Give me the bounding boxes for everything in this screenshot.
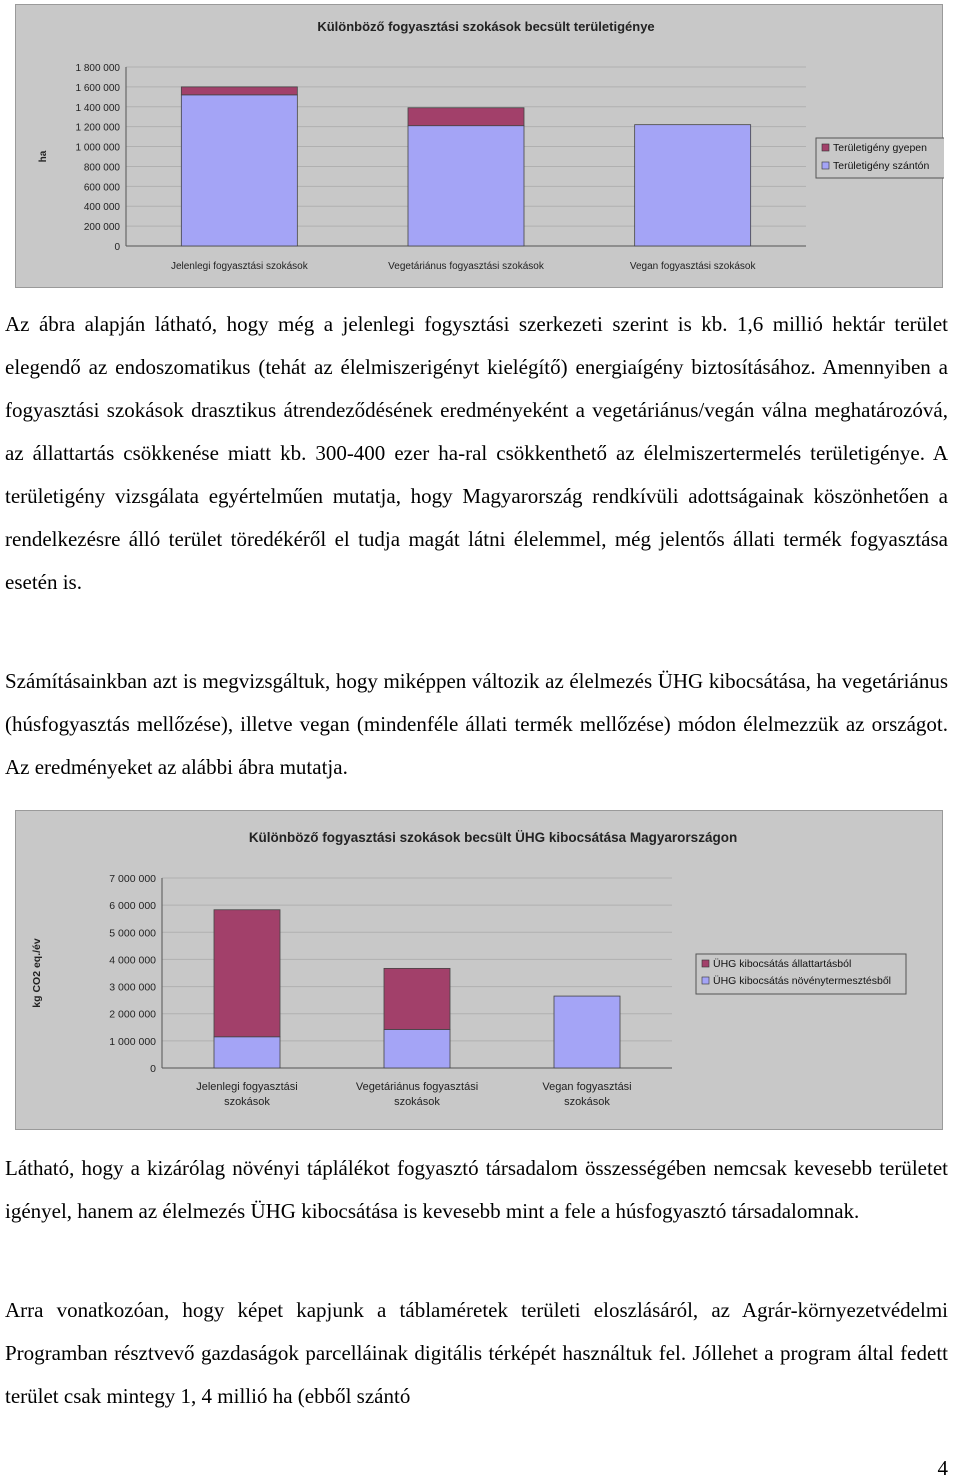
y-tick-label: 1 200 000	[75, 122, 120, 134]
y-tick-label: 5 000 000	[109, 927, 156, 940]
y-axis-label: kg CO2 eq./év	[31, 938, 43, 1008]
y-axis-label: ha	[38, 150, 49, 163]
x-tick-label: szokások	[394, 1096, 440, 1108]
y-tick-label: 0	[150, 1063, 156, 1075]
x-tick-label: Vegan fogyasztási szokások	[629, 261, 756, 272]
y-tick-label: 800 000	[83, 162, 120, 174]
x-tick-label: Vegan fogyasztási	[542, 1081, 632, 1093]
legend-swatch	[822, 162, 829, 169]
page-number: 4	[937, 1456, 948, 1480]
bar-segment	[384, 1029, 450, 1068]
paragraph-area-analysis: Az ábra alapján látható, hogy még a jelenlegi fogysztási szerkezeti szerint is kb. 1,6 millió hektár terület elegendő az endoszomatikus (tehát az élelmiszerigényt kielégítő) energiaígény biztosításához. Amennyiben a fogyasztási szokások drasztikus átrendeződésének eredményeként a vegetáriánus/vegán válna meghatározóvá, az állattartás csökkenése miatt kb. 300-400 ezer ha-ral csökkenthető az élelmiszertermelés területigénye. A területigény vizsgálata egyértelműen mutatja, hogy Magyarország rendkívüli adottságainak köszönhetően a rendelkezésre álló terület töredékéről el tudja magát látni élelemmel, még jelentős állati termék fogyasztása esetén is.	[5, 312, 948, 594]
legend-label: Területigény szántón	[833, 160, 930, 172]
chart-title: Különböző fogyasztási szokások becsült területigénye	[317, 19, 655, 34]
paragraph-emission-method: Számításainkban azt is megvizsgáltuk, hogy miképpen változik az élelmezés ÜHG kibocsátása, ha vegetáriánus (húsfogyasztás mellőzése), illetve vegan (mindenféle állati termék mellőzése) módon élelmezzük az országot. Az eredményeket az alábbi ábra mutatja.	[5, 669, 948, 779]
area-requirement-chart	[15, 4, 943, 288]
x-tick-label: Vegetáriánus fogyasztási	[355, 1081, 479, 1093]
x-tick-label: Jelenlegi fogyasztási szokások	[170, 261, 308, 272]
x-tick-label: Vegetáriánus fogyasztási szokások	[388, 261, 544, 272]
chart-title: Különböző fogyasztási szokások becsült ÜHG kibocsátása Magyarországon	[248, 830, 738, 845]
legend	[696, 954, 906, 994]
bar-segment	[181, 95, 297, 246]
bar-segment	[635, 125, 751, 246]
bar-segment	[384, 968, 450, 1029]
y-tick-label: 1 600 000	[75, 82, 120, 94]
x-tick-label: Jelenlegi fogyasztási	[196, 1081, 298, 1093]
legend-label: ÜHG kibocsátás állattartásból	[713, 958, 852, 970]
y-tick-label: 1 400 000	[75, 102, 120, 114]
y-tick-label: 0	[114, 242, 120, 253]
y-tick-label: 1 000 000	[109, 1035, 156, 1048]
x-tick-label: szokások	[564, 1096, 610, 1108]
paragraph-conclusion: Látható, hogy a kizárólag növényi táplálékot fogyasztó társadalom összességében nemcsak kevesebb területet igényel, hanem az élelmezés ÜHG kibocsátása is kevesebb mint a fele a húsfogyasztó társadalomnak.	[5, 1156, 948, 1223]
bar-segment	[214, 910, 280, 1037]
y-tick-label: 600 000	[83, 182, 120, 194]
y-tick-label: 200 000	[83, 222, 120, 234]
y-tick-label: 3 000 000	[109, 981, 156, 994]
y-tick-label: 1 800 000	[75, 63, 120, 74]
x-tick-label: szokások	[224, 1096, 270, 1108]
legend-swatch	[702, 960, 709, 967]
y-tick-label: 7 000 000	[109, 873, 156, 885]
y-tick-label: 2 000 000	[109, 1008, 156, 1021]
area-requirement-chart-svg	[16, 5, 944, 289]
legend-swatch	[822, 144, 829, 151]
y-tick-label: 6 000 000	[109, 900, 156, 913]
y-tick-label: 400 000	[83, 202, 120, 214]
bar-segment	[181, 87, 297, 95]
legend	[816, 138, 944, 178]
legend-swatch	[702, 977, 709, 984]
y-tick-label: 1 000 000	[75, 142, 120, 154]
paragraph-parcel-map: Arra vonatkozóan, hogy képet kapjunk a táblaméretek területi eloszlásáról, az Agrár-környezetvédelmi Programban résztvevő gazdaságok parcelláinak digitális térképét használtuk fel. Jóllehet a program által fedett terület csak mintegy 1, 4 millió ha (ebből szántó	[5, 1298, 948, 1408]
legend-label: Területigény gyepen	[833, 142, 927, 154]
emission-chart-svg	[16, 811, 944, 1131]
bar-segment	[214, 1037, 280, 1068]
y-tick-label: 4 000 000	[109, 954, 156, 967]
bar-segment	[554, 996, 620, 1068]
bar-segment	[408, 126, 524, 246]
legend-label: ÜHG kibocsátás növénytermesztésből	[713, 975, 891, 987]
emission-chart	[15, 810, 943, 1130]
bar-segment	[408, 108, 524, 126]
